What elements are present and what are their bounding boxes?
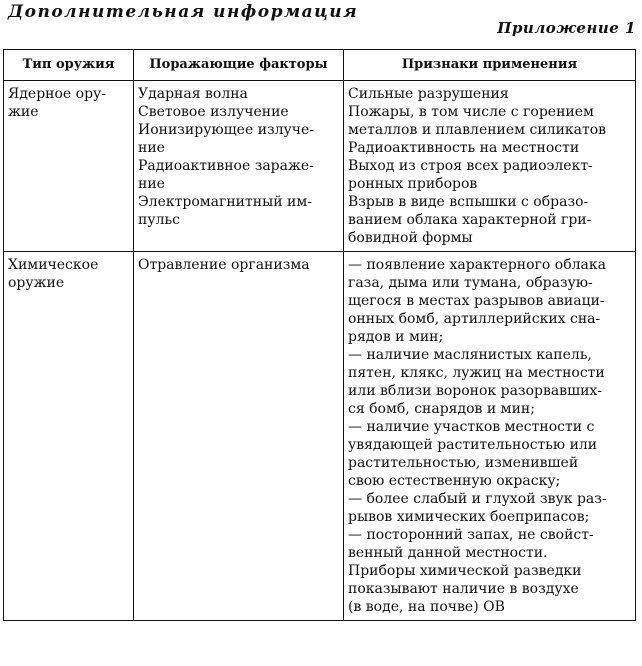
cell-text-line: венный данной местности. [348,545,548,561]
cell-text-line: увядающей растительностью или [348,437,598,453]
cell-text-line: рывов химических боеприпасов; [348,509,590,525]
page-heading: Дополнительная информация [8,2,359,22]
table-row-nuclear [4,81,636,252]
cell-text-line: Электромагнитный им- [138,194,312,210]
cell-text-line: бовидной формы [348,230,473,246]
cell-text-line: или вблизи воронок разорвавших- [348,383,603,399]
cell-text-line: — наличие участков местности с [348,419,595,435]
cell-text-line: (в воде, на почве) ОВ [348,599,505,615]
cell-text-line: ние [138,176,165,192]
cell-text-line: рядов и мин; [348,329,444,345]
cell-text-line: Отравление организма [138,257,310,273]
cell-text-line: Световое излучение [138,104,289,120]
table-header-row [4,50,636,81]
cell-text-line: пульс [138,212,180,228]
cell-text-line: Взрыв в виде вспышки с образо- [348,194,589,210]
header-usage-signs: Признаки применения [344,50,636,81]
cell-text-line: ронных приборов [348,176,478,192]
cell-weapon-type [4,252,134,621]
weapons-info-table [3,49,636,621]
cell-text-line: Ударная волна [138,86,248,102]
cell-text-line: — наличие маслянистых капель, [348,347,592,363]
table-row-chemical [4,252,636,621]
cell-weapon-type [4,81,134,252]
cell-text-line: Химическое [8,257,99,273]
cell-text-line: металлов и плавлением силикатов [348,122,607,138]
cell-text-line: ванием облака характерной гри- [348,212,592,228]
appendix-label: Приложение 1 [497,19,636,37]
cell-text-line: — более слабый и глухой звук раз- [348,491,607,507]
cell-text-line: Ионизирующее излуче- [138,122,315,138]
cell-text-line: онных бомб, артиллерийских сна- [348,311,601,327]
cell-text-line: — появление характерного облака [348,257,606,273]
header-damage-factors: Поражающие факторы [134,50,344,81]
cell-text-line: ся бомб, снарядов и мин; [348,401,535,417]
cell-text-line: газа, дыма или тумана, образую- [348,275,593,291]
cell-text-line: Радиоактивное зараже- [138,158,314,174]
cell-text-line: щегося в местах разрывов авиаци- [348,293,605,309]
cell-text-line: Радиоактивность на местности [348,140,580,156]
cell-text-line: свою естественную окраску; [348,473,561,489]
cell-text-line: ние [138,140,165,156]
cell-text-line: Приборы химической разведки [348,563,582,579]
cell-text-line: оружие [8,275,65,291]
cell-text-line: растительностью, изменившей [348,455,579,471]
cell-text-line: показывают наличие в воздухе [348,581,579,597]
cell-text-line: Сильные разрушения [348,86,509,102]
cell-usage-signs [344,252,636,621]
cell-usage-signs [344,81,636,252]
header-weapon-type: Тип оружия [4,50,134,81]
cell-text-line: Ядерное ору- [8,86,107,102]
cell-text-line: Выход из строя всех радиоэлект- [348,158,593,174]
cell-damage-factors [134,81,344,252]
cell-text-line: пятен, клякс, лужиц на местности [348,365,605,381]
cell-text-line: — посторонний запах, не свойст- [348,527,594,543]
cell-damage-factors [134,252,344,621]
cell-text-line: Пожары, в том числе с горением [348,104,594,120]
cell-text-line: жие [8,104,39,120]
